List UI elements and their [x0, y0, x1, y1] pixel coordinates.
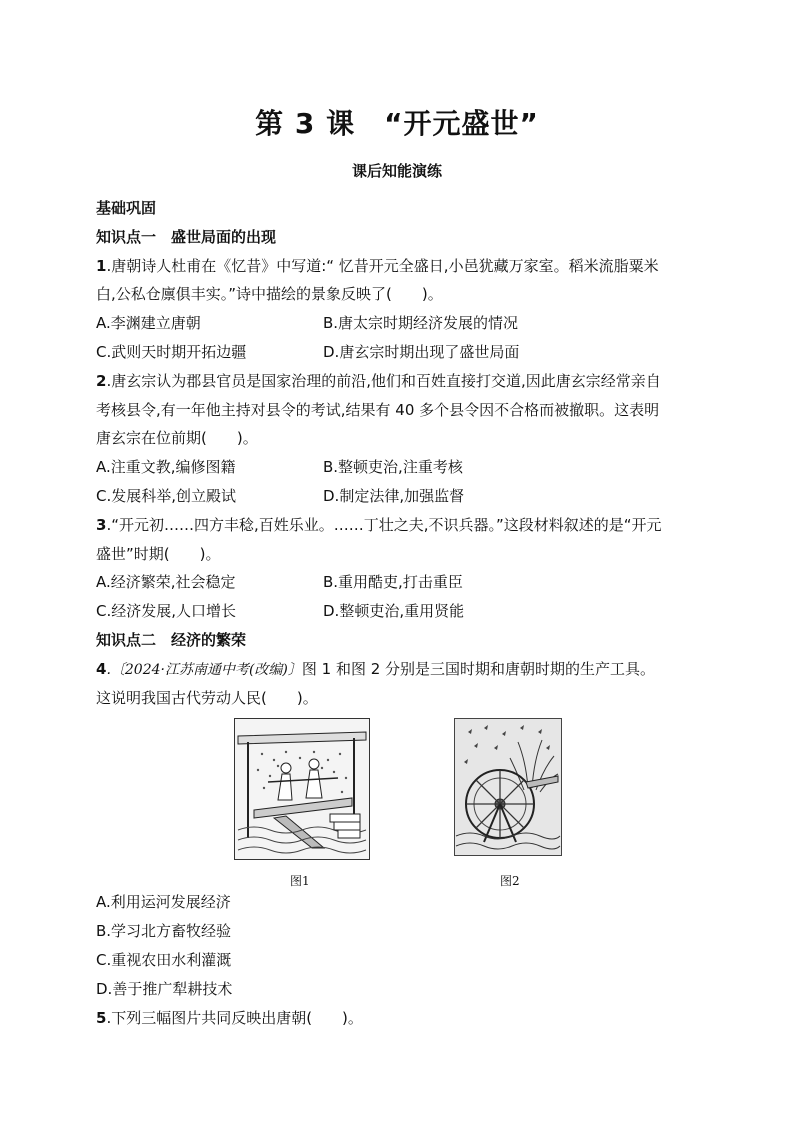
knowledge-point-1: 知识点一 盛世局面的出现	[96, 227, 277, 246]
question-3-options-row-2	[96, 597, 696, 626]
option-d: D.整顿吏治,重用贤能	[323, 602, 465, 621]
question-4-option-a: A.利用运河发展经济	[96, 893, 231, 912]
water-wheel-illustration	[454, 718, 562, 856]
content	[96, 194, 696, 1032]
question-4-line-1	[96, 655, 696, 684]
question-4-option-b: B.学习北方畜牧经验	[96, 922, 232, 941]
question-4-line-2: 这说明我国古代劳动人民( )。	[96, 688, 318, 707]
question-source: .〔2024·江苏南通中考(改编)〕	[106, 661, 302, 678]
question-text: .唐玄宗认为郡县官员是国家治理的前沿,他们和百姓直接打交道,因此唐玄宗经常亲自	[106, 371, 661, 390]
question-1-options-row-1	[96, 309, 696, 338]
option-a: A.经济繁荣,社会稳定	[96, 573, 236, 592]
question-number: 3	[96, 515, 107, 534]
question-text: .“开元初……四方丰稔,百姓乐业。……丁壮之夫,不识兵器。”这段材料叙述的是“开元	[106, 515, 662, 534]
figure-row	[96, 712, 696, 888]
question-2-line-1	[96, 367, 696, 396]
question-text: .下列三幅图片共同反映出唐朝( )。	[106, 1008, 363, 1027]
knowledge-point-2: 知识点二 经济的繁荣	[96, 630, 247, 649]
option-b: B.重用酷吏,打击重臣	[323, 573, 463, 592]
question-number: 4	[96, 659, 107, 678]
option-d: D.制定法律,加强监督	[323, 486, 465, 505]
question-number: 2	[96, 371, 107, 390]
option-b: B.唐太宗时期经济发展的情况	[323, 314, 519, 333]
question-text: .唐朝诗人杜甫在《忆昔》中写道:“ 忆昔开元全盛日,小邑犹藏万家室。稻米流脂粟米	[106, 256, 659, 275]
question-3-line-1	[96, 511, 696, 540]
question-2-options-row-1	[96, 453, 696, 482]
figure-2-caption: 图2	[500, 874, 520, 889]
figure-1-image	[234, 718, 370, 860]
option-c: C.发展科举,创立殿试	[96, 486, 237, 505]
question-3-line-2: 盛世”时期( )。	[96, 544, 221, 563]
question-1-line-1	[96, 252, 696, 281]
option-a: A.注重文教,编修图籍	[96, 458, 236, 477]
question-2-options-row-2	[96, 482, 696, 511]
option-a: A.李渊建立唐朝	[96, 314, 201, 333]
question-2-line-2: 考核县令,有一年他主持对县令的考试,结果有 40 多个县令因不合格而被撤职。这表明	[96, 400, 660, 419]
question-number: 1	[96, 256, 107, 275]
page-title: 第 3 课 “开元盛世”	[255, 107, 539, 140]
option-c: C.经济发展,人口增长	[96, 602, 237, 621]
question-text: 图 1 和图 2 分别是三国时期和唐朝时期的生产工具。	[301, 659, 656, 678]
question-5-line-1	[96, 1004, 696, 1033]
figure-1-caption: 图1	[290, 874, 310, 889]
question-4-option-d: D.善于推广犁耕技术	[96, 979, 233, 998]
chain-pump-illustration	[234, 718, 370, 860]
question-1-options-row-2	[96, 338, 696, 367]
question-number: 5	[96, 1008, 107, 1027]
figure-2-image	[454, 718, 562, 856]
option-b: B.整顿吏治,注重考核	[323, 458, 463, 477]
option-c: C.武则天时期开拓边疆	[96, 342, 247, 361]
option-d: D.唐玄宗时期出现了盛世局面	[323, 342, 520, 361]
question-3-options-row-1	[96, 568, 696, 597]
question-4-option-c: C.重视农田水利灌溉	[96, 950, 232, 969]
question-1-line-2: 白,公私仓廪俱丰实。”诗中描绘的景象反映了( )。	[96, 285, 443, 304]
question-2-line-3: 唐玄宗在位前期( )。	[96, 429, 258, 448]
page-subtitle: 课后知能演练	[351, 162, 442, 180]
section-heading: 基础巩固	[96, 199, 157, 217]
